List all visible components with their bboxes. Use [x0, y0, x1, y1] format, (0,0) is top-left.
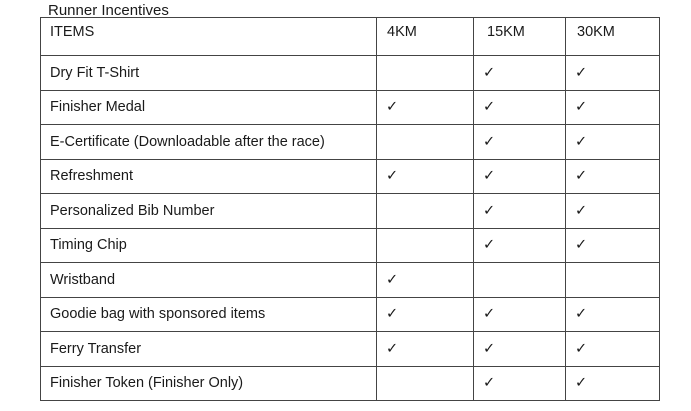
check-4km-icon [377, 194, 474, 229]
check-30km-icon: ✓ [566, 228, 660, 263]
page-title: Runner Incentives [48, 2, 169, 19]
check-4km-icon [377, 56, 474, 91]
item-name-cell: Personalized Bib Number [41, 194, 377, 229]
check-30km-icon: ✓ [566, 366, 660, 401]
header-15km: 15KM [474, 18, 566, 56]
item-name-cell: Refreshment [41, 159, 377, 194]
table-body [41, 56, 660, 401]
check-4km-icon [377, 125, 474, 160]
check-30km-icon: ✓ [566, 332, 660, 367]
check-15km-icon: ✓ [474, 366, 566, 401]
item-name-cell: Wristband [41, 263, 377, 298]
check-4km-icon: ✓ [377, 263, 474, 298]
table-row [41, 297, 660, 332]
check-4km-icon: ✓ [377, 159, 474, 194]
check-15km-icon: ✓ [474, 332, 566, 367]
table-row [41, 159, 660, 194]
check-15km-icon [474, 263, 566, 298]
check-30km-icon: ✓ [566, 194, 660, 229]
check-30km-icon: ✓ [566, 297, 660, 332]
check-4km-icon: ✓ [377, 90, 474, 125]
table-row [41, 56, 660, 91]
table-row [41, 366, 660, 401]
header-30km: 30KM [566, 18, 660, 56]
item-name-cell: Goodie bag with sponsored items [41, 297, 377, 332]
header-items: ITEMS [41, 18, 377, 56]
check-4km-icon: ✓ [377, 297, 474, 332]
table-row [41, 90, 660, 125]
check-15km-icon: ✓ [474, 56, 566, 91]
check-15km-icon: ✓ [474, 125, 566, 160]
table-row [41, 194, 660, 229]
check-15km-icon: ✓ [474, 297, 566, 332]
check-30km-icon: ✓ [566, 125, 660, 160]
check-30km-icon: ✓ [566, 159, 660, 194]
check-15km-icon: ✓ [474, 90, 566, 125]
item-name-cell: Dry Fit T-Shirt [41, 56, 377, 91]
header-row [41, 18, 660, 56]
table-row [41, 263, 660, 298]
check-30km-icon: ✓ [566, 90, 660, 125]
check-30km-icon: ✓ [566, 56, 660, 91]
table-row [41, 332, 660, 367]
item-name-cell: Finisher Medal [41, 90, 377, 125]
check-30km-icon [566, 263, 660, 298]
check-4km-icon: ✓ [377, 332, 474, 367]
table-row [41, 228, 660, 263]
check-4km-icon [377, 228, 474, 263]
incentives-table [40, 17, 660, 401]
item-name-cell: Timing Chip [41, 228, 377, 263]
check-15km-icon: ✓ [474, 194, 566, 229]
check-15km-icon: ✓ [474, 159, 566, 194]
item-name-cell: E-Certificate (Downloadable after the race) [41, 125, 377, 160]
check-15km-icon: ✓ [474, 228, 566, 263]
header-4km: 4KM [377, 18, 474, 56]
item-name-cell: Finisher Token (Finisher Only) [41, 366, 377, 401]
check-4km-icon [377, 366, 474, 401]
item-name-cell: Ferry Transfer [41, 332, 377, 367]
table-row [41, 125, 660, 160]
